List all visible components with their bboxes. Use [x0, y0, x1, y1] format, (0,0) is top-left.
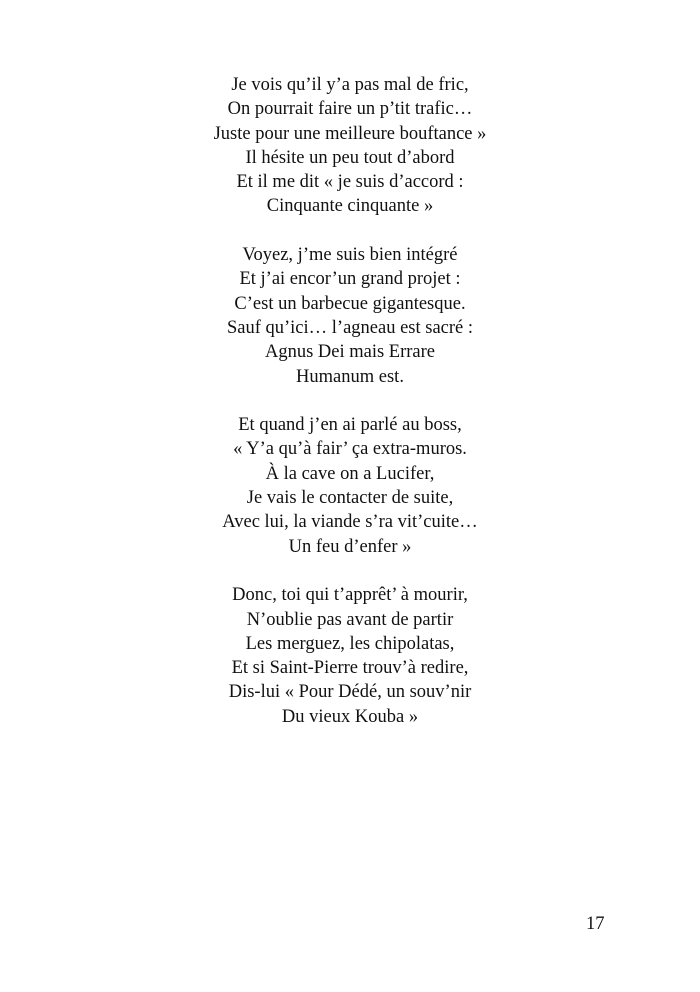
poem-line: Voyez, j’me suis bien intégré [242, 245, 458, 266]
poem-line: « Y’a qu’à fair’ ça extra-muros. [233, 439, 467, 460]
stanza [0, 413, 700, 559]
poem-line: Et il me dit « je suis d’accord : [236, 172, 464, 193]
stanza [0, 73, 700, 219]
poem-line: Et j’ai encor’un grand projet : [239, 269, 461, 290]
poem-line: Sauf qu’ici… l’agneau est sacré : [226, 317, 474, 338]
poem-line: Dis-lui « Pour Dédé, un souv’nir [228, 682, 472, 703]
poem-line: Un feu d’enfer » [288, 536, 412, 557]
poem-line: Agnus Dei mais Errare [264, 342, 436, 363]
poem-line: N’oublie pas avant de partir [246, 609, 454, 630]
stanza [0, 583, 700, 729]
poem-line: Juste pour une meilleure bouftance » [213, 123, 487, 144]
poem-line: Cinquante cinquante » [266, 196, 434, 217]
stanza [0, 243, 700, 389]
poem-line: On pourrait faire un p’tit trafic… [227, 99, 473, 120]
poem-line: Les merguez, les chipolatas, [245, 633, 455, 654]
poem-line: Je vois qu’il y’a pas mal de fric, [231, 75, 469, 95]
poem-line: Du vieux Kouba » [281, 706, 419, 727]
poem-line: Il hésite un peu tout d’abord [245, 147, 455, 168]
poem-line: À la cave on a Lucifer, [265, 463, 435, 484]
poem [0, 73, 700, 753]
poem-line: Humanum est. [296, 366, 404, 387]
poem-line: Donc, toi qui t’apprêt’ à mourir, [232, 585, 468, 606]
page-number: 17 [586, 914, 605, 934]
poem-line: Je vais le contacter de suite, [246, 488, 454, 509]
poem-line: Avec lui, la viande s’ra vit’cuite… [222, 512, 478, 533]
poem-line: Et quand j’en ai parlé au boss, [238, 415, 462, 436]
poem-line: C’est un barbecue gigantesque. [234, 293, 466, 314]
poem-line: Et si Saint-Pierre trouv’à redire, [231, 658, 469, 679]
